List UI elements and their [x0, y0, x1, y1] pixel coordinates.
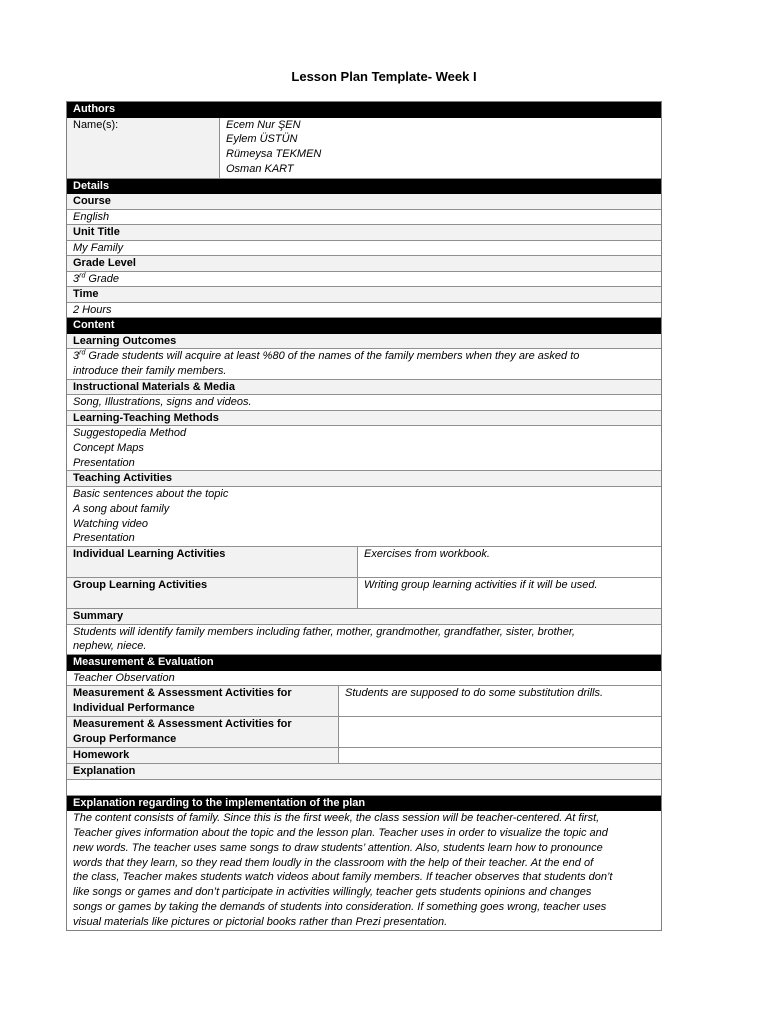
activity-item: A song about family [73, 502, 170, 515]
author-name: Ecem Nur ŞEN [226, 118, 301, 131]
explanation-label: Explanation [67, 764, 661, 780]
unit-title-value: My Family [67, 241, 661, 257]
grade-level-value [67, 272, 661, 288]
explanation-value [67, 780, 661, 796]
group-activities-value: Writing group learning activities if it will be used. [358, 578, 661, 608]
implementation-line: the class, Teacher makes students watch videos about family members. If teacher observes that students don’t [73, 871, 613, 884]
group-activities-label: Group Learning Activities [67, 578, 358, 608]
teaching-activities-list [67, 487, 661, 547]
implementation-text [67, 811, 661, 929]
individual-activities-value: Exercises from workbook. [358, 547, 661, 577]
implementation-line: visual materials like pictures or pictorial books rather than Prezi presentation. [73, 915, 448, 928]
measurement-header: Measurement & Evaluation [67, 655, 661, 671]
learning-outcomes-value [67, 349, 661, 380]
course-label: Course [67, 194, 661, 210]
grade-ordinal: rd [79, 271, 86, 279]
implementation-line: songs or games by taking the demands of students into consideration. If something goes wrong, teacher uses [73, 901, 607, 914]
implementation-line: like songs or games and don’t participate in activities willingly, teacher gets students opinions and changes [73, 886, 592, 899]
group-assessment-label [67, 717, 339, 747]
activity-item: Watching video [73, 517, 149, 530]
individual-assessment-label-line: Individual Performance [73, 702, 195, 715]
grade-level-label: Grade Level [67, 256, 661, 272]
author-name: Eylem ÜSTÜN [226, 133, 298, 146]
content-header: Content [67, 318, 661, 334]
unit-title-label: Unit Title [67, 225, 661, 241]
group-assessment-label-line: Group Performance [73, 733, 177, 746]
homework-label: Homework [67, 748, 339, 763]
implementation-line: new words. The teacher uses same songs to draw students’ attention. Also, students learn how to pronounce [73, 841, 603, 854]
observation-value: Teacher Observation [67, 671, 661, 687]
authors-header: Authors [67, 102, 661, 118]
individual-assessment-label [67, 686, 339, 716]
methods-label: Learning-Teaching Methods [67, 411, 661, 427]
page-title: Lesson Plan Template- Week I [291, 69, 477, 84]
activity-item: Presentation [73, 532, 135, 545]
implementation-line: words that they learn, so they read them loudly in the classroom with the help of their teacher. At the end of [73, 856, 594, 869]
activity-item: Basic sentences about the topic [73, 487, 229, 500]
individual-assessment-label-line: Measurement & Assessment Activities for [73, 687, 292, 700]
course-value: English [67, 210, 661, 226]
method-item: Presentation [73, 456, 135, 469]
names-list [220, 118, 661, 178]
time-label: Time [67, 287, 661, 303]
homework-value [339, 748, 661, 763]
outcomes-text-cont: introduce their family members. [73, 364, 227, 377]
methods-list [67, 426, 661, 471]
individual-assessment-row [67, 686, 661, 717]
details-header: Details [67, 179, 661, 195]
authors-row [67, 118, 661, 179]
individual-activities-row [67, 547, 661, 578]
grade-number: 3 [73, 272, 80, 285]
author-name: Osman KART [226, 162, 294, 175]
outcomes-number: 3 [73, 350, 80, 362]
implementation-header: Explanation regarding to the implementation of the plan [67, 796, 661, 812]
group-assessment-row [67, 717, 661, 748]
outcomes-ordinal: rd [79, 349, 86, 357]
summary-value [67, 625, 661, 656]
summary-line: Students will identify family members including father, mother, grandmother, grandfather, sister, brother, [73, 625, 575, 638]
individual-activities-label: Individual Learning Activities [67, 547, 358, 577]
method-item: Concept Maps [73, 441, 144, 454]
teaching-activities-label: Teaching Activities [67, 471, 661, 487]
summary-line: nephew, niece. [73, 640, 147, 653]
individual-assessment-value: Students are supposed to do some substitution drills. [339, 686, 661, 716]
materials-value: Song, Illustrations, signs and videos. [67, 395, 661, 411]
group-activities-row [67, 578, 661, 609]
implementation-line: Teacher gives information about the topic and the lesson plan. Teacher uses in order to visualize the topic and [73, 827, 608, 840]
implementation-line: The content consists of family. Since this is the first week, the class session will be teacher-centered. At first, [73, 812, 600, 825]
grade-word: Grade [85, 272, 119, 285]
lesson-plan-table [66, 101, 662, 931]
names-label: Name(s): [67, 118, 220, 178]
outcomes-text: Grade students will acquire at least %80 of the names of the family members when they are asked to [85, 350, 580, 362]
method-item: Suggestopedia Method [73, 427, 187, 440]
time-value: 2 Hours [67, 303, 661, 319]
group-assessment-label-line: Measurement & Assessment Activities for [73, 718, 292, 731]
homework-row [67, 748, 661, 764]
learning-outcomes-label: Learning Outcomes [67, 334, 661, 350]
group-assessment-value [339, 717, 661, 747]
summary-label: Summary [67, 609, 661, 625]
materials-label: Instructional Materials & Media [67, 380, 661, 396]
author-name: Rümeysa TEKMEN [226, 148, 322, 161]
